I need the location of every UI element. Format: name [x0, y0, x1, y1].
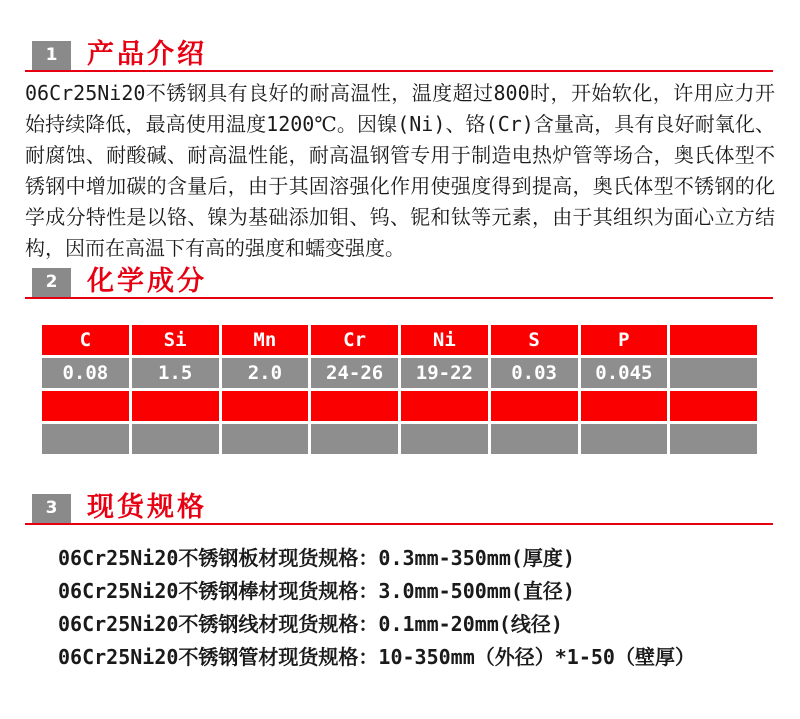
section-title: 化学成分	[87, 265, 207, 297]
table-cell	[581, 391, 668, 421]
table-row	[42, 424, 757, 454]
composition-table	[39, 322, 760, 457]
table-row	[42, 391, 757, 421]
table-header-cell: Ni	[401, 325, 488, 355]
table-header-cell: P	[581, 325, 668, 355]
table-cell	[670, 358, 757, 388]
table-header-cell: Mn	[222, 325, 309, 355]
table-cell	[222, 391, 309, 421]
spec-list	[58, 542, 775, 674]
section-number-badge: 3	[32, 494, 71, 523]
table-cell	[401, 391, 488, 421]
table-cell: 2.0	[222, 358, 309, 388]
section-title: 产品介绍	[87, 38, 207, 70]
spec-item: 06Cr25Ni20不锈钢棒材现货规格：3.0mm-500mm(直径)	[58, 579, 575, 603]
spec-item: 06Cr25Ni20不锈钢管材现货规格：10-350mm（外径）*1-50（壁厚）	[58, 645, 695, 669]
section-title: 现货规格	[87, 491, 207, 523]
table-cell	[670, 424, 757, 454]
table-header-cell: Cr	[311, 325, 398, 355]
table-cell: 0.08	[42, 358, 129, 388]
section-header-composition	[25, 267, 773, 299]
section-number-badge: 1	[32, 41, 71, 70]
table-cell: 19-22	[401, 358, 488, 388]
intro-paragraph: 06Cr25Ni20不锈钢具有良好的耐高温性，温度超过800时，开始软化，许用应力开始持续降低，最高使用温度1200℃。因镍(Ni)、铬(Cr)含量高，具有良好耐氧化、耐腐蚀、耐酸碱、耐高温性能，耐高温钢管专用于制造电热炉管等场合，奥氏体型不锈钢中增加碳的含量后，由于其固溶强化作用使强度得到提高，奥氏体型不锈钢的化学成分特性是以铬、镍为基础添加钼、钨、铌和钛等元素，由于其组织为面心立方结构，因而在高温下有高的强度和蠕变强度。	[25, 81, 775, 260]
table-cell: 0.045	[581, 358, 668, 388]
table-header-cell: Si	[132, 325, 219, 355]
table-row	[42, 358, 757, 388]
table-cell	[222, 424, 309, 454]
section-number-badge: 2	[32, 268, 71, 297]
spec-item: 06Cr25Ni20不锈钢板材现货规格：0.3mm-350mm(厚度)	[58, 546, 575, 570]
table-cell	[491, 424, 578, 454]
table-cell	[42, 391, 129, 421]
page-root	[0, 40, 800, 674]
table-cell	[311, 424, 398, 454]
section-header-intro	[25, 40, 773, 72]
table-cell	[581, 424, 668, 454]
table-header-cell: S	[491, 325, 578, 355]
table-header-cell	[670, 325, 757, 355]
table-cell	[491, 391, 578, 421]
table-cell	[132, 424, 219, 454]
table-cell: 0.03	[491, 358, 578, 388]
table-cell	[132, 391, 219, 421]
table-cell	[670, 391, 757, 421]
spec-item: 06Cr25Ni20不锈钢线材现货规格：0.1mm-20mm(线径)	[58, 612, 563, 636]
section-header-specs	[25, 493, 773, 525]
table-cell	[311, 391, 398, 421]
table-header-cell: C	[42, 325, 129, 355]
table-cell: 1.5	[132, 358, 219, 388]
table-cell	[42, 424, 129, 454]
table-cell	[401, 424, 488, 454]
table-cell: 24-26	[311, 358, 398, 388]
table-header-row	[42, 325, 757, 355]
